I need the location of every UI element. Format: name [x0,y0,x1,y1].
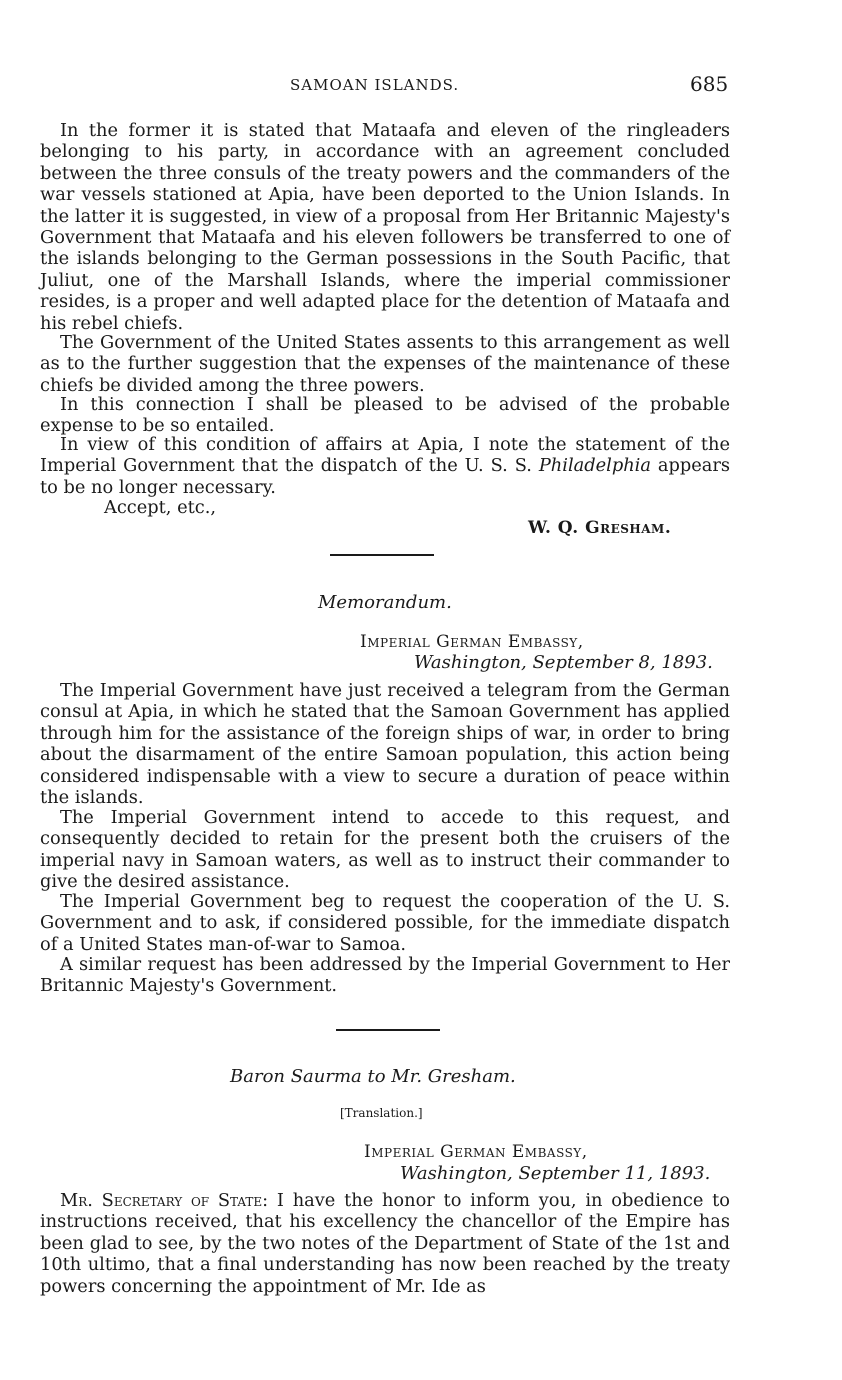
page-number: 685 [690,72,729,96]
salutation: Mr. Secretary of State [60,1190,263,1211]
section-divider [330,554,434,556]
signature: W. Q. Gresham. [528,518,672,538]
translation-note: [Translation.] [340,1106,423,1120]
section-divider-2 [336,1029,440,1031]
p4-after: appears to be no longer necessary. [40,455,730,498]
memorandum-paragraph-4: A similar request has been addressed by the Imperial Government to Her Britannic Majesty's Government. [40,954,730,997]
ship-name: Philadelphia [538,455,651,477]
memorandum-paragraph-2: The Imperial Government intend to accede to this request, and consequently decided to retain for the present both the cruisers of the imperial navy in Samoan waters, as well as to instruct their commander to give the desired assistance. [40,807,730,893]
letter2-body [40,1190,730,1297]
letter2-text: : I have the honor to inform you, in obedience to instructions received, that his excellency the chancellor of the Empire has been glad to see, by the two notes of the Department of State of the 1st and 10th ultimo, that a final understanding has now been reached by the treaty powers concerning the appointment of Mr. Ide as [40,1190,730,1297]
memorandum-paragraph-3: The Imperial Government beg to request the cooperation of the U. S. Government and to ask, if considered possible, for the immediate dispatch of a United States man-of-war to Samoa. [40,891,730,955]
p4-before: In view of this condition of affairs at Apia, I note the statement of the Imperial Government that the dispatch of the U. S. S. [40,434,730,477]
letter1-paragraph-2: The Government of the United States assents to this arrangement as well as to the further suggestion that the expenses of the maintenance of these chiefs be divided among the three powers. [40,332,730,396]
memorandum-title: Memorandum. [318,592,452,613]
letter1-paragraph-4 [40,434,730,498]
letter1-paragraph-1: In the former it is stated that Mataafa and eleven of the ringleaders belonging to his party, in accordance with an agreement concluded between the three consuls of the treaty powers and the commanders of the war vessels stationed at Apia, have been deported to the Union Islands. In the latter it is suggested, in view of a proposal from Her Britannic Majesty's Government that Mataafa and his eleven followers be transferred to one of the islands belonging to the German possessions in the South Pacific, that Juliut, one of the Marshall Islands, where the imperial commissioner resides, is a proper and well adapted place for the detention of Mataafa and his rebel chiefs. [40,120,730,334]
letter1-paragraph-3: In this connection I shall be pleased to be advised of the probable expense to be so entailed. [40,394,730,437]
letter2-embassy: Imperial German Embassy, [364,1142,588,1162]
letter2-title: Baron Saurma to Mr. Gresham. [230,1066,516,1087]
letter2-dateline: Washington, September 11, 1893. [400,1163,711,1184]
running-title: SAMOAN ISLANDS. [290,76,460,94]
closing: Accept, etc., [104,497,217,518]
memorandum-dateline: Washington, September 8, 1893. [414,652,713,673]
memorandum-embassy: Imperial German Embassy, [360,632,584,652]
memorandum-paragraph-1: The Imperial Government have just received a telegram from the German consul at Apia, in which he stated that the Samoan Government has applied through him for the assistance of the foreign ships of war, in order to bring about the disarmament of the entire Samoan population, this action being considered indispensable with a view to secure a duration of peace within the islands. [40,680,730,809]
